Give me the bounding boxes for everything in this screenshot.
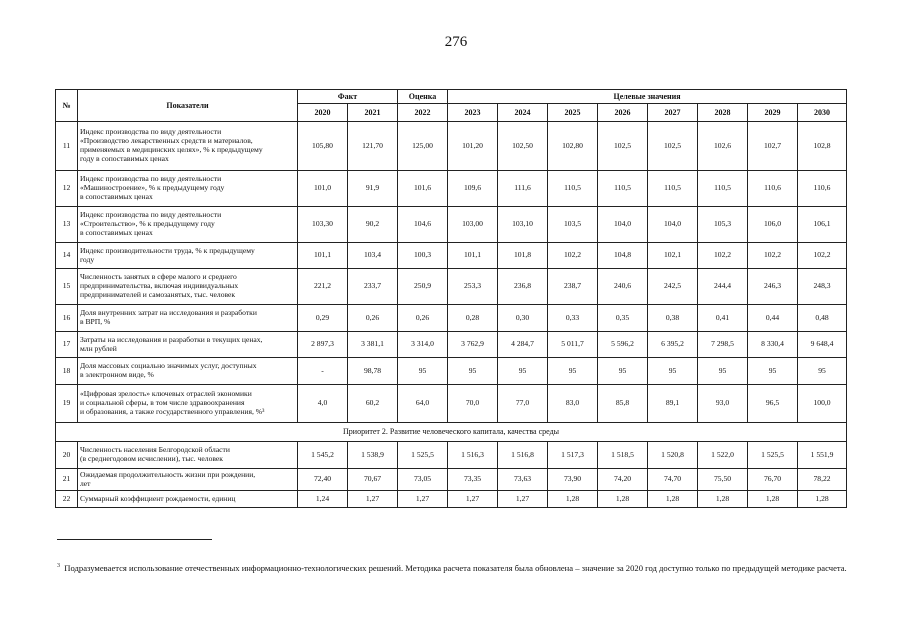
value-cell: 101,0	[298, 171, 348, 207]
value-cell: 1,27	[348, 491, 398, 508]
indicators-table	[55, 89, 847, 508]
value-cell: 103,00	[448, 207, 498, 243]
value-cell: 6 395,2	[648, 332, 698, 358]
value-cell: 1 551,9	[798, 442, 847, 469]
header-estimate: Оценка	[398, 90, 448, 104]
indicator-name-line: Индекс производства по виду деятельности	[80, 174, 222, 184]
value-cell: 75,50	[698, 469, 748, 491]
table-row	[56, 243, 847, 269]
value-cell: 76,70	[748, 469, 798, 491]
table-row	[56, 469, 847, 491]
value-cell: 0,26	[398, 305, 448, 332]
indicator-name	[78, 385, 298, 423]
value-cell: 60,2	[348, 385, 398, 423]
value-cell: 0,33	[548, 305, 598, 332]
indicator-name-line: Индекс производительности труда, % к предыдущему	[80, 245, 255, 255]
value-cell: -	[298, 358, 348, 385]
indicator-name	[78, 442, 298, 469]
row-number: 16	[56, 305, 78, 332]
value-cell: 246,3	[748, 269, 798, 305]
value-cell: 103,30	[298, 207, 348, 243]
value-cell: 73,05	[398, 469, 448, 491]
value-cell: 85,8	[598, 385, 648, 423]
value-cell: 93,0	[698, 385, 748, 423]
value-cell: 1 538,9	[348, 442, 398, 469]
indicator-name	[78, 491, 298, 508]
row-number: 12	[56, 171, 78, 207]
value-cell: 104,0	[648, 207, 698, 243]
indicator-name-line: млн рублей	[80, 343, 117, 353]
indicator-name-line: «Машиностроение», % к предыдущему году	[80, 183, 225, 193]
year-header: 2025	[548, 104, 598, 122]
row-number: 14	[56, 243, 78, 269]
indicator-name-line: Затраты на исследования и разработки в текущих ценах,	[80, 334, 263, 344]
value-cell: 240,6	[598, 269, 648, 305]
value-cell: 0,35	[598, 305, 648, 332]
value-cell: 106,0	[748, 207, 798, 243]
indicator-name-line: году в сопоставимых ценах	[80, 153, 169, 163]
indicator-name-line: «Цифровая зрелость» ключевых отраслей экономики	[80, 389, 252, 399]
value-cell: 73,63	[498, 469, 548, 491]
indicator-name-line: в сопоставимых ценах	[80, 227, 153, 237]
value-cell: 1 520,8	[648, 442, 698, 469]
value-cell: 253,3	[448, 269, 498, 305]
row-number: 11	[56, 122, 78, 171]
value-cell: 73,90	[548, 469, 598, 491]
year-header: 2030	[798, 104, 847, 122]
value-cell: 111,6	[498, 171, 548, 207]
value-cell: 244,4	[698, 269, 748, 305]
value-cell: 102,5	[598, 122, 648, 171]
value-cell: 70,67	[348, 469, 398, 491]
value-cell: 78,22	[798, 469, 847, 491]
header-indicator: Показатели	[78, 90, 298, 122]
indicator-name-line: Ожидаемая продолжительность жизни при рождении,	[80, 469, 256, 479]
value-cell: 9 648,4	[798, 332, 847, 358]
value-cell: 95	[748, 358, 798, 385]
value-cell: 98,78	[348, 358, 398, 385]
value-cell: 0,29	[298, 305, 348, 332]
value-cell: 101,1	[298, 243, 348, 269]
value-cell: 74,20	[598, 469, 648, 491]
value-cell: 2 897,3	[298, 332, 348, 358]
table-body-priority-1	[56, 122, 847, 423]
year-header: 2024	[498, 104, 548, 122]
indicator-name	[78, 207, 298, 243]
value-cell: 1 522,0	[698, 442, 748, 469]
year-header: 2029	[748, 104, 798, 122]
table-row	[56, 171, 847, 207]
value-cell: 102,8	[798, 122, 847, 171]
value-cell: 1,27	[498, 491, 548, 508]
value-cell: 105,3	[698, 207, 748, 243]
section-title: Приоритет 2. Развитие человеческого капитала, качества среды	[56, 423, 847, 442]
value-cell: 7 298,5	[698, 332, 748, 358]
footnote-mark: 3	[57, 563, 60, 570]
value-cell: 0,28	[448, 305, 498, 332]
indicator-name-line: и образования, а также государственного управления, %³	[80, 406, 265, 416]
row-number: 17	[56, 332, 78, 358]
indicator-name-line: предпринимательства, включая индивидуальных	[80, 281, 239, 291]
value-cell: 102,1	[648, 243, 698, 269]
value-cell: 101,20	[448, 122, 498, 171]
value-cell: 1,27	[448, 491, 498, 508]
value-cell: 5 011,7	[548, 332, 598, 358]
value-cell: 121,70	[348, 122, 398, 171]
value-cell: 95	[448, 358, 498, 385]
table-row	[56, 442, 847, 469]
value-cell: 73,35	[448, 469, 498, 491]
footnote-text: Подразумевается использование отечественных информационно-технологических решений. Методика расчета показателя была обновлена – значение за 2020 год доступно только по предыдущей методике расчета.	[64, 563, 847, 573]
indicator-name	[78, 243, 298, 269]
table-row	[56, 269, 847, 305]
value-cell: 1,28	[598, 491, 648, 508]
year-header: 2020	[298, 104, 348, 122]
table-row	[56, 491, 847, 508]
page-number: 276	[444, 34, 468, 50]
value-cell: 242,5	[648, 269, 698, 305]
value-cell: 110,6	[748, 171, 798, 207]
header-num: №	[56, 90, 78, 122]
value-cell: 4 284,7	[498, 332, 548, 358]
value-cell: 0,30	[498, 305, 548, 332]
value-cell: 0,41	[698, 305, 748, 332]
value-cell: 64,0	[398, 385, 448, 423]
value-cell: 1 516,8	[498, 442, 548, 469]
indicator-name-line: Доля массовых социально значимых услуг, доступных	[80, 361, 257, 371]
value-cell: 102,6	[698, 122, 748, 171]
value-cell: 95	[498, 358, 548, 385]
row-number: 15	[56, 269, 78, 305]
table-row	[56, 207, 847, 243]
year-header: 2026	[598, 104, 648, 122]
indicator-name-line: в ВРП, %	[80, 317, 111, 326]
value-cell: 83,0	[548, 385, 598, 423]
value-cell: 1,28	[748, 491, 798, 508]
value-cell: 1 525,5	[748, 442, 798, 469]
indicator-name-line: предпринимателей и самозанятых, тыс. человек	[80, 289, 236, 299]
value-cell: 102,80	[548, 122, 598, 171]
value-cell: 109,6	[448, 171, 498, 207]
value-cell: 1,27	[398, 491, 448, 508]
table-body-priority-2	[56, 442, 847, 508]
value-cell: 248,3	[798, 269, 847, 305]
value-cell: 110,6	[798, 171, 847, 207]
indicator-name-line: Численность населения Белгородской области	[80, 445, 230, 455]
value-cell: 105,80	[298, 122, 348, 171]
indicator-name	[78, 171, 298, 207]
indicator-name	[78, 269, 298, 305]
year-header: 2023	[448, 104, 498, 122]
value-cell: 125,00	[398, 122, 448, 171]
table-body-section	[56, 423, 847, 442]
value-cell: 238,7	[548, 269, 598, 305]
value-cell: 1 545,2	[298, 442, 348, 469]
row-number: 18	[56, 358, 78, 385]
table-row	[56, 385, 847, 423]
indicator-name-line: Индекс производства по виду деятельности	[80, 127, 222, 137]
value-cell: 103,4	[348, 243, 398, 269]
value-cell: 95	[398, 358, 448, 385]
value-cell: 3 314,0	[398, 332, 448, 358]
indicator-name-line: в сопоставимых ценах	[80, 191, 153, 201]
value-cell: 104,0	[598, 207, 648, 243]
indicator-name	[78, 469, 298, 491]
value-cell: 95	[548, 358, 598, 385]
value-cell: 110,5	[648, 171, 698, 207]
table-row	[56, 358, 847, 385]
row-number: 21	[56, 469, 78, 491]
value-cell: 89,1	[648, 385, 698, 423]
value-cell: 5 596,2	[598, 332, 648, 358]
value-cell: 233,7	[348, 269, 398, 305]
value-cell: 102,2	[698, 243, 748, 269]
indicator-name-line: (в среднегодовом исчислении), тыс. человек	[80, 454, 223, 463]
value-cell: 77,0	[498, 385, 548, 423]
indicator-name-line: Суммарный коэффициент рождаемости, единиц	[80, 493, 236, 503]
year-header: 2028	[698, 104, 748, 122]
value-cell: 102,7	[748, 122, 798, 171]
table-row	[56, 122, 847, 171]
row-number: 22	[56, 491, 78, 508]
indicator-name	[78, 122, 298, 171]
value-cell: 72,40	[298, 469, 348, 491]
table-row	[56, 332, 847, 358]
value-cell: 101,1	[448, 243, 498, 269]
year-header: 2021	[348, 104, 398, 122]
indicator-name-line: в электронном виде, %	[80, 370, 154, 379]
value-cell: 110,5	[548, 171, 598, 207]
indicator-name-line: «Строительство», % к предыдущему году	[80, 219, 215, 229]
value-cell: 103,5	[548, 207, 598, 243]
value-cell: 1 525,5	[398, 442, 448, 469]
value-cell: 110,5	[698, 171, 748, 207]
value-cell: 0,44	[748, 305, 798, 332]
value-cell: 70,0	[448, 385, 498, 423]
value-cell: 1 518,5	[598, 442, 648, 469]
value-cell: 3 762,9	[448, 332, 498, 358]
header-fact: Факт	[298, 90, 398, 104]
indicator-name	[78, 305, 298, 332]
table-row	[56, 305, 847, 332]
value-cell: 103,10	[498, 207, 548, 243]
value-cell: 96,5	[748, 385, 798, 423]
value-cell: 90,2	[348, 207, 398, 243]
value-cell: 104,8	[598, 243, 648, 269]
indicator-name	[78, 358, 298, 385]
value-cell: 95	[598, 358, 648, 385]
indicator-name	[78, 332, 298, 358]
value-cell: 8 330,4	[748, 332, 798, 358]
value-cell: 110,5	[598, 171, 648, 207]
footnote-divider	[57, 539, 212, 540]
value-cell: 1 516,3	[448, 442, 498, 469]
value-cell: 106,1	[798, 207, 847, 243]
value-cell: 100,3	[398, 243, 448, 269]
value-cell: 100,0	[798, 385, 847, 423]
value-cell: 0,38	[648, 305, 698, 332]
indicator-name-line: Индекс производства по виду деятельности	[80, 210, 222, 220]
value-cell: 1,24	[298, 491, 348, 508]
value-cell: 236,8	[498, 269, 548, 305]
value-cell: 221,2	[298, 269, 348, 305]
indicator-name-line: применяемых в медицинских целях», % к предыдущему	[80, 145, 263, 154]
value-cell: 74,70	[648, 469, 698, 491]
value-cell: 101,6	[398, 171, 448, 207]
value-cell: 95	[698, 358, 748, 385]
value-cell: 1 517,3	[548, 442, 598, 469]
value-cell: 1,28	[648, 491, 698, 508]
footnote	[57, 563, 847, 574]
value-cell: 1,28	[698, 491, 748, 508]
value-cell: 102,5	[648, 122, 698, 171]
row-number: 19	[56, 385, 78, 423]
indicator-name-line: и социальной сферы, в том числе здравоохранения	[80, 398, 245, 408]
year-header: 2022	[398, 104, 448, 122]
value-cell: 102,50	[498, 122, 548, 171]
indicator-name-line: Численность занятых в сфере малого и среднего	[80, 272, 237, 282]
value-cell: 104,6	[398, 207, 448, 243]
value-cell: 250,9	[398, 269, 448, 305]
value-cell: 1,28	[798, 491, 847, 508]
indicator-name-line: году	[80, 254, 95, 264]
value-cell: 95	[798, 358, 847, 385]
value-cell: 101,8	[498, 243, 548, 269]
year-header: 2027	[648, 104, 698, 122]
indicator-name-line: Доля внутренних затрат на исследования и разработки	[80, 308, 257, 318]
header-target: Целевые значения	[448, 90, 847, 104]
value-cell: 102,2	[798, 243, 847, 269]
value-cell: 3 381,1	[348, 332, 398, 358]
value-cell: 4,0	[298, 385, 348, 423]
indicator-name-line: лет	[80, 478, 91, 488]
row-number: 13	[56, 207, 78, 243]
value-cell: 1,28	[548, 491, 598, 508]
value-cell: 0,48	[798, 305, 847, 332]
value-cell: 91,9	[348, 171, 398, 207]
value-cell: 0,26	[348, 305, 398, 332]
row-number: 20	[56, 442, 78, 469]
value-cell: 102,2	[548, 243, 598, 269]
indicator-name-line: «Производство лекарственных средств и материалов,	[80, 136, 253, 146]
value-cell: 102,2	[748, 243, 798, 269]
value-cell: 95	[648, 358, 698, 385]
